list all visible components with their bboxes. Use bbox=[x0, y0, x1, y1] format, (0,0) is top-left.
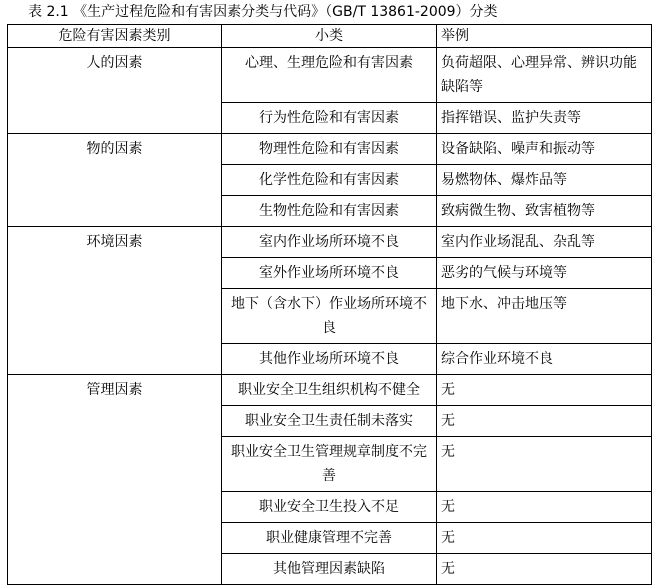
example-cell: 无 bbox=[437, 492, 652, 523]
table-body bbox=[8, 48, 652, 585]
category-cell: 物的因素 bbox=[8, 134, 222, 227]
subcategory-cell: 职业健康管理不完善 bbox=[222, 523, 437, 554]
subcategory-cell: 物理性危险和有害因素 bbox=[222, 134, 437, 165]
subcategory-cell: 其他管理因素缺陷 bbox=[222, 554, 437, 585]
hazard-classification-table bbox=[7, 24, 652, 585]
subcategory-cell: 职业安全卫生责任制未落实 bbox=[222, 406, 437, 437]
subcategory-cell: 职业安全卫生管理规章制度不完善 bbox=[222, 437, 437, 492]
example-cell: 负荷超限、心理异常、辨识功能缺陷等 bbox=[437, 48, 652, 103]
example-cell: 无 bbox=[437, 523, 652, 554]
header-subcategory: 小类 bbox=[222, 25, 437, 48]
subcategory-cell: 化学性危险和有害因素 bbox=[222, 165, 437, 196]
subcategory-cell: 地下（含水下）作业场所环境不良 bbox=[222, 289, 437, 344]
table-row bbox=[8, 134, 652, 165]
example-cell: 无 bbox=[437, 554, 652, 585]
example-cell: 易燃物体、爆炸品等 bbox=[437, 165, 652, 196]
subcategory-cell: 室外作业场所环境不良 bbox=[222, 258, 437, 289]
example-cell: 综合作业环境不良 bbox=[437, 344, 652, 375]
subcategory-cell: 生物性危险和有害因素 bbox=[222, 196, 437, 227]
subcategory-cell: 心理、生理危险和有害因素 bbox=[222, 48, 437, 103]
table-header-row bbox=[8, 25, 652, 48]
example-cell: 恶劣的气候与环境等 bbox=[437, 258, 652, 289]
example-cell: 致病微生物、致害植物等 bbox=[437, 196, 652, 227]
subcategory-cell: 行为性危险和有害因素 bbox=[222, 103, 437, 134]
subcategory-cell: 职业安全卫生投入不足 bbox=[222, 492, 437, 523]
example-cell: 室内作业场混乱、杂乱等 bbox=[437, 227, 652, 258]
subcategory-cell: 职业安全卫生组织机构不健全 bbox=[222, 375, 437, 406]
example-cell: 指挥错误、监护失责等 bbox=[437, 103, 652, 134]
example-cell: 无 bbox=[437, 437, 652, 492]
example-cell: 无 bbox=[437, 406, 652, 437]
table-row bbox=[8, 227, 652, 258]
example-cell: 设备缺陷、噪声和振动等 bbox=[437, 134, 652, 165]
table-row bbox=[8, 48, 652, 103]
category-cell: 人的因素 bbox=[8, 48, 222, 134]
table-caption: 表 2.1 《生产过程危险和有害因素分类与代码》（GB/T 13861-2009）分类 bbox=[28, 4, 498, 20]
example-cell: 无 bbox=[437, 375, 652, 406]
example-cell: 地下水、冲击地压等 bbox=[437, 289, 652, 344]
subcategory-cell: 室内作业场所环境不良 bbox=[222, 227, 437, 258]
category-cell: 环境因素 bbox=[8, 227, 222, 375]
category-cell: 管理因素 bbox=[8, 375, 222, 585]
subcategory-cell: 其他作业场所环境不良 bbox=[222, 344, 437, 375]
header-category: 危险有害因素类别 bbox=[8, 25, 222, 48]
table-row bbox=[8, 375, 652, 406]
header-example: 举例 bbox=[437, 25, 652, 48]
